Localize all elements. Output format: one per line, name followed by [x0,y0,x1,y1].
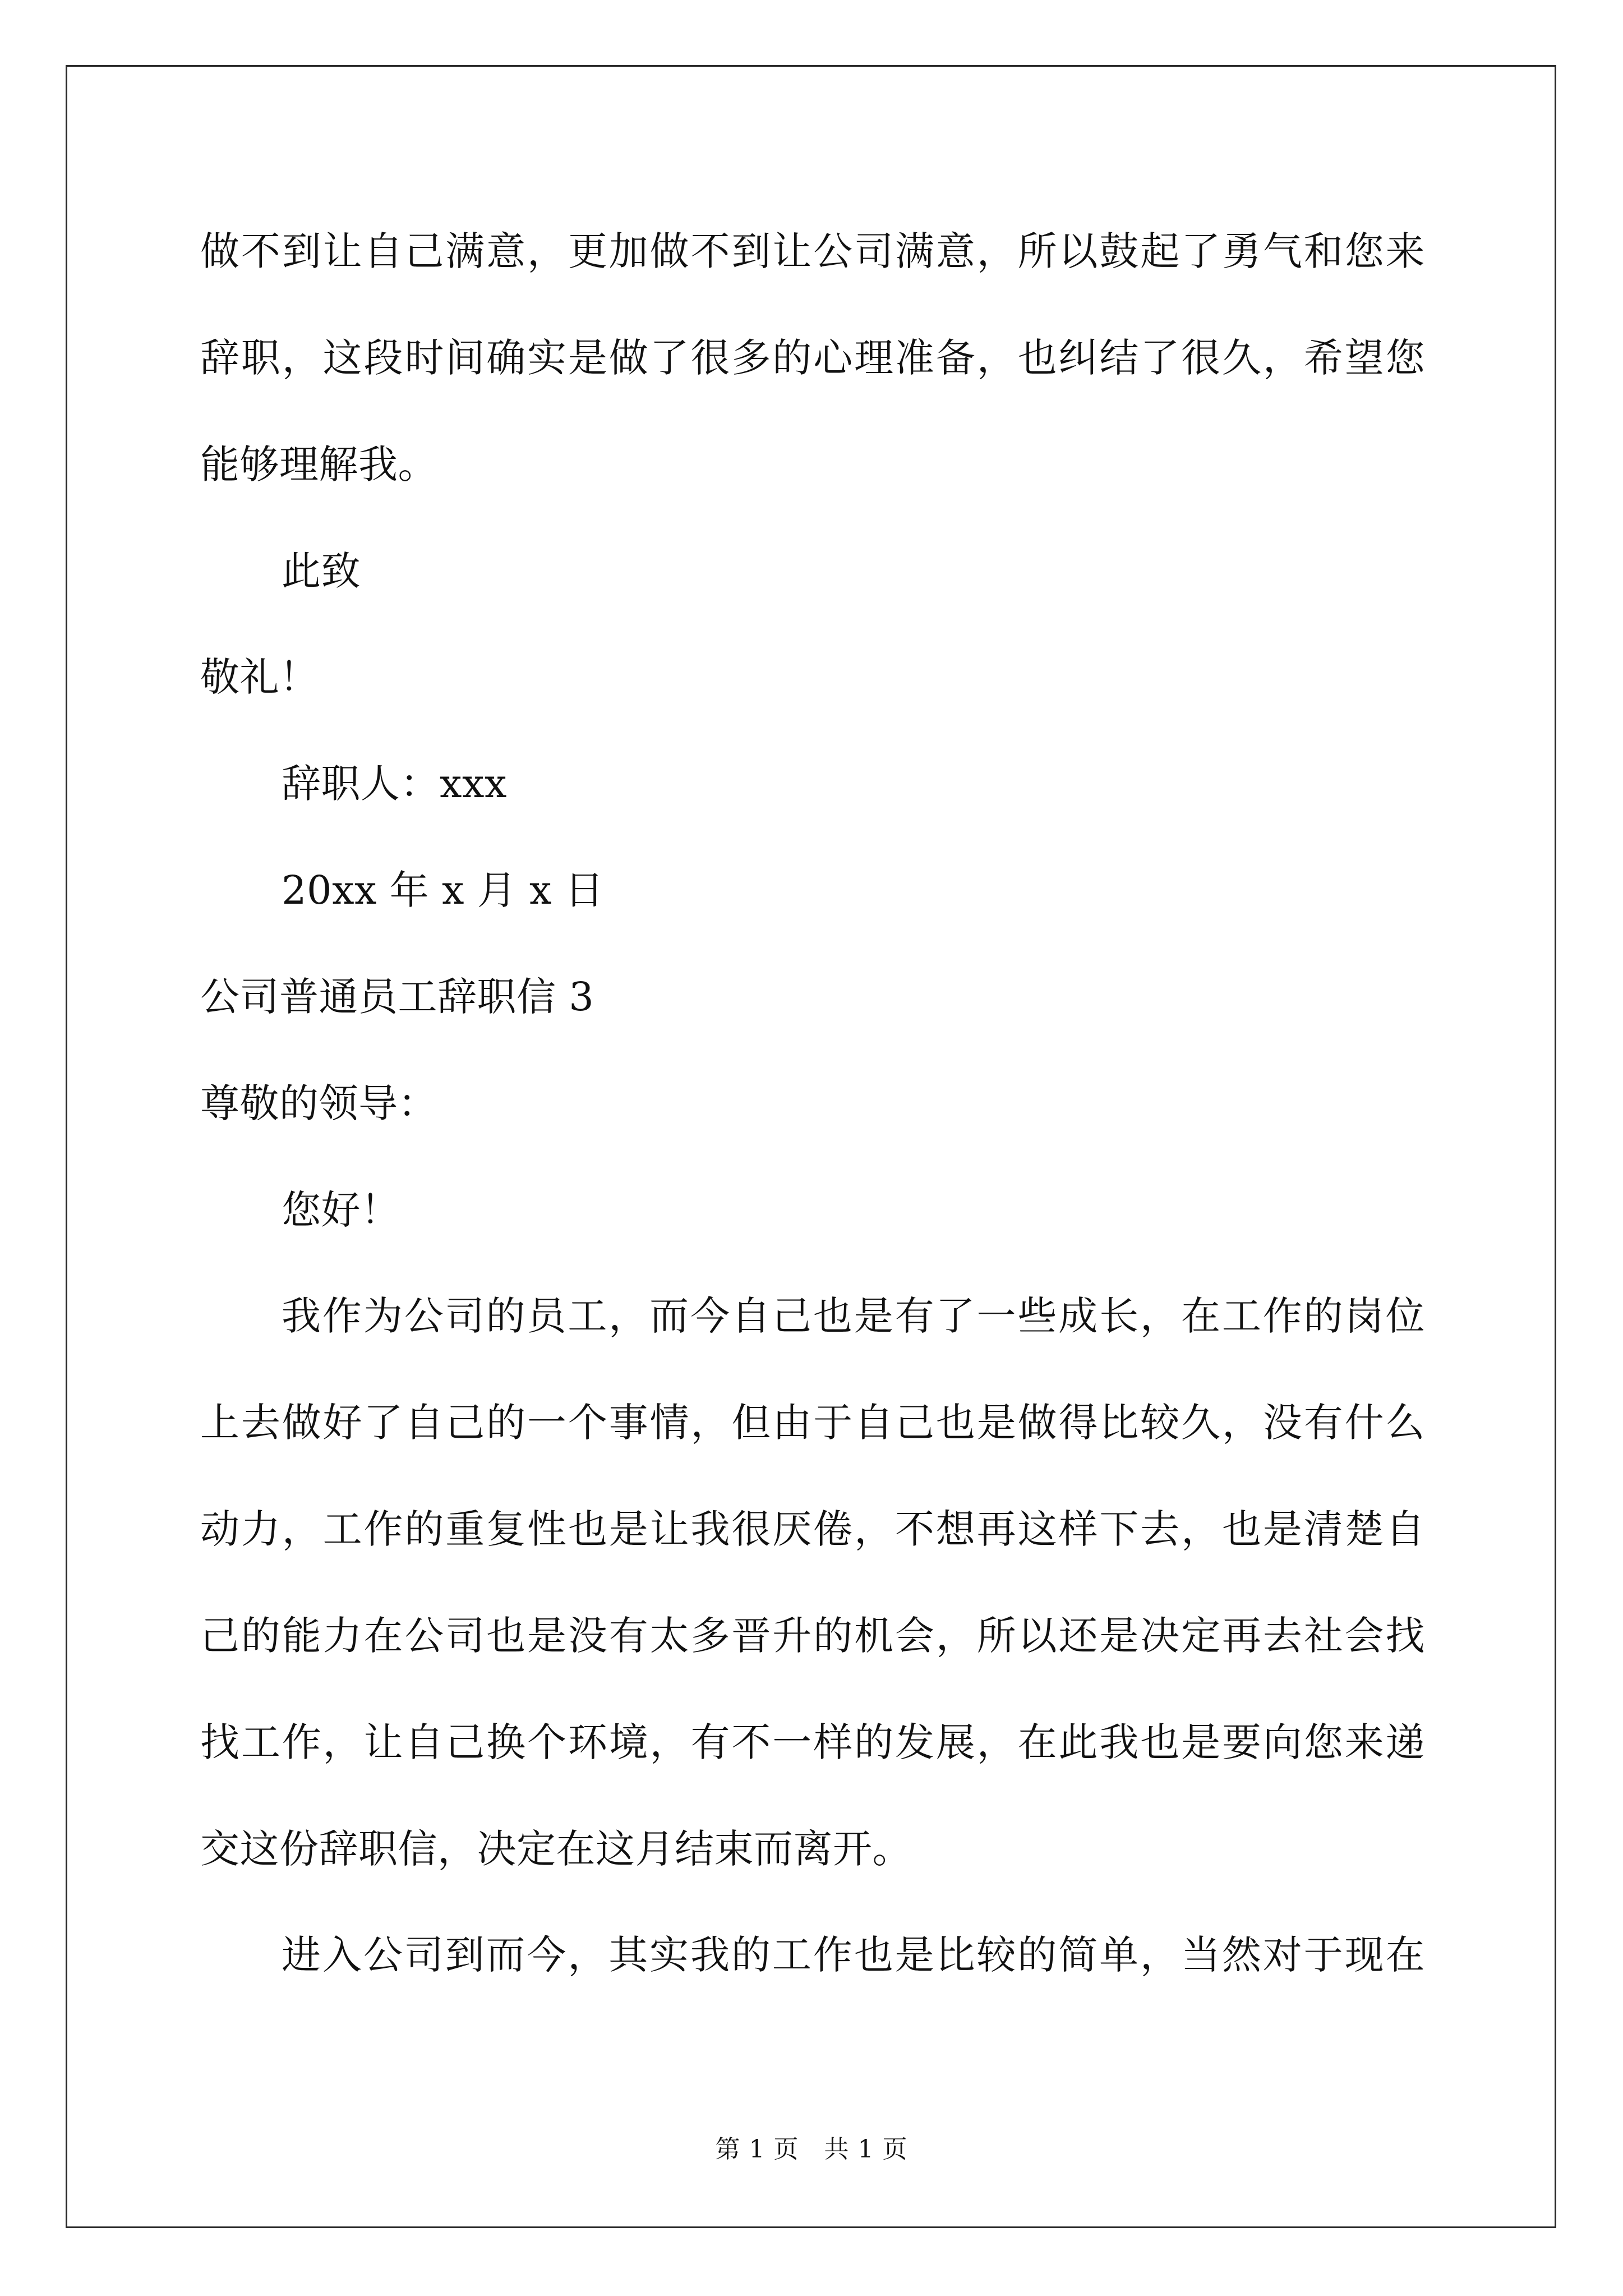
signature-date: 20xx 年 x 月 x 日 [282,867,605,913]
body-line-1: 做不到让自己满意，更加做不到让公司满意，所以鼓起了勇气和您来 [200,228,1425,274]
page-border [66,65,1556,2228]
closing-salutation: 此致 [282,548,361,594]
body-line-10: 进入公司到而今，其实我的工作也是比较的简单，当然对于现在 [282,1932,1425,1978]
body-line-4: 我作为公司的员工，而今自己也是有了一些成长，在工作的岗位 [282,1293,1425,1339]
body-line-5: 上去做好了自己的一个事情，但由于自己也是做得比较久，没有什么 [200,1400,1425,1446]
page-footer: 第 1 页 共 1 页 [715,2135,908,2164]
body-line-7: 己的能力在公司也是没有太多晋升的机会，所以还是决定再去社会找 [200,1613,1425,1659]
letter-greeting-recipient: 尊敬的领导： [200,1080,437,1126]
body-line-9: 交这份辞职信，决定在这月结束而离开。 [200,1826,912,1872]
body-line-6: 动力，工作的重复性也是让我很厌倦，不想再这样下去，也是清楚自 [200,1506,1425,1552]
body-line-8: 找工作，让自己换个环境，有不一样的发展，在此我也是要向您来递 [200,1719,1425,1765]
body-line-3: 能够理解我。 [200,441,437,487]
closing-regards: 敬礼！ [200,654,319,700]
section-heading: 公司普通员工辞职信 3 [200,974,594,1020]
body-line-2: 辞职，这段时间确实是做了很多的心理准备，也纠结了很久，希望您 [200,335,1425,381]
letter-greeting: 您好！ [282,1187,400,1233]
signature-name: 辞职人：xxx [282,761,507,807]
